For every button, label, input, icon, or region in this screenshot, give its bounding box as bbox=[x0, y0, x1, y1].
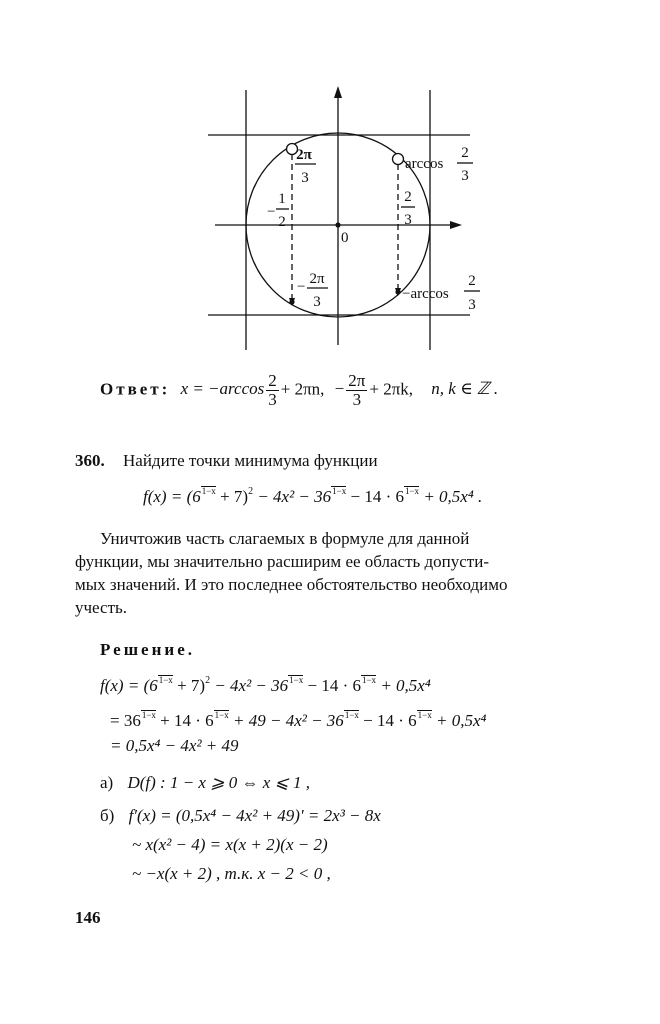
answer-label: Ответ: bbox=[100, 379, 171, 399]
left-sign: − bbox=[267, 204, 276, 220]
left-num: 1 bbox=[278, 191, 286, 207]
part-b-text: f′(x) = (0,5x⁴ − 4x² + 49)′ = 2x³ − 8x bbox=[128, 806, 381, 825]
answer-minus: − bbox=[334, 379, 345, 399]
solution-part-a bbox=[100, 773, 310, 793]
point-upper-right bbox=[393, 154, 404, 165]
mid-right-num: 2 bbox=[404, 189, 412, 205]
point-lower-right bbox=[395, 289, 400, 294]
lower-right-den: 3 bbox=[468, 297, 476, 313]
hint-line: мых значений. И это последнее обстоятельство необходимо bbox=[75, 575, 508, 594]
solution-line-3: = 0,5x⁴ − 4x² + 49 bbox=[110, 736, 239, 755]
upper-right-num: 2 bbox=[461, 145, 469, 161]
part-a-label: а) bbox=[100, 773, 114, 792]
lower-left-sign: − bbox=[297, 279, 306, 295]
part-b-label: б) bbox=[100, 806, 115, 825]
answer-x-eq: x = −arccos bbox=[180, 379, 265, 399]
x-axis-arrow bbox=[450, 221, 462, 229]
solution-part-b-line-2: ~ x(x² − 4) = x(x + 2)(x − 2) bbox=[132, 835, 328, 854]
upper-left-num: 2π bbox=[296, 147, 312, 163]
sqrt-2: 1−x bbox=[332, 486, 347, 496]
upper-right-prefix: arccos bbox=[405, 156, 444, 172]
lower-left-num: 2π bbox=[309, 271, 325, 287]
problem-formula: $f(x) = (6^{1-x} + 7)^2 - 4x^2 - 36^{1-x} - 14 \cdot 6^{1-x} + 0,5x^4$ . bbox=[143, 486, 483, 506]
upper-right-den: 3 bbox=[461, 168, 469, 184]
hint-line: учесть. bbox=[75, 598, 127, 617]
solution-line-2: = $36^{1-x} + 14 \cdot 6^{1-x} + 49 - 4x^2 - 36^{1-x} - 14 \cdot 6^{1-x} + 0,5x^4$ bbox=[110, 710, 487, 730]
answer-frac-1: $\frac{2}{3}$ bbox=[268, 371, 277, 409]
lower-right-prefix: −arccos bbox=[402, 286, 449, 302]
hint-paragraph bbox=[100, 527, 469, 550]
answer-after-2: + 2πk, bbox=[369, 379, 414, 399]
hint-line: функции, мы значительно расширим ее область допусти- bbox=[75, 552, 489, 571]
hint-line: Уничтожив часть слагаемых в формуле для данной bbox=[100, 529, 470, 548]
solution-part-b bbox=[100, 806, 381, 826]
solution-line-1: $f(x) = (6^{1-x} + 7)^2 - 4x^2 - 36^{1-x} - 14 \cdot 6^{1-x} + 0,5x^4$ bbox=[100, 675, 431, 695]
problem-header bbox=[75, 449, 378, 472]
lower-left-den: 3 bbox=[313, 294, 321, 310]
answer-after-1: + 2πn, bbox=[280, 379, 325, 399]
answer-quantifier: n, k ∈ ℤ . bbox=[431, 379, 499, 399]
solution-part-b-line-3: ~ −x(x + 2) , т.к. x − 2 < 0 , bbox=[132, 864, 331, 883]
hint-paragraph-cont bbox=[75, 550, 508, 619]
part-a-text: D(f) : 1 − x ⩾ 0 ⇔ x ⩽ 1 , bbox=[127, 773, 311, 792]
sqrt-3: 1−x bbox=[404, 486, 420, 496]
origin-label: 0 bbox=[341, 230, 349, 246]
page-number: 146 bbox=[75, 908, 101, 927]
problem-number: 360. bbox=[75, 451, 105, 470]
mid-right-den: 3 bbox=[404, 212, 412, 228]
upper-left-den: 3 bbox=[301, 170, 309, 186]
unit-circle-diagram bbox=[0, 0, 660, 360]
origin-point bbox=[335, 222, 340, 227]
left-den: 2 bbox=[278, 214, 286, 230]
answer-frac-2: $\frac{2\pi}{3}$ bbox=[348, 371, 366, 409]
sqrt-1: 1−x bbox=[201, 486, 216, 496]
point-lower-left bbox=[289, 299, 294, 304]
y-axis-arrow bbox=[334, 86, 342, 98]
answer-line bbox=[100, 372, 498, 409]
lower-right-num: 2 bbox=[468, 273, 476, 289]
problem-statement: Найдите точки минимума функции bbox=[123, 451, 378, 470]
solution-label: Решение. bbox=[100, 640, 195, 659]
